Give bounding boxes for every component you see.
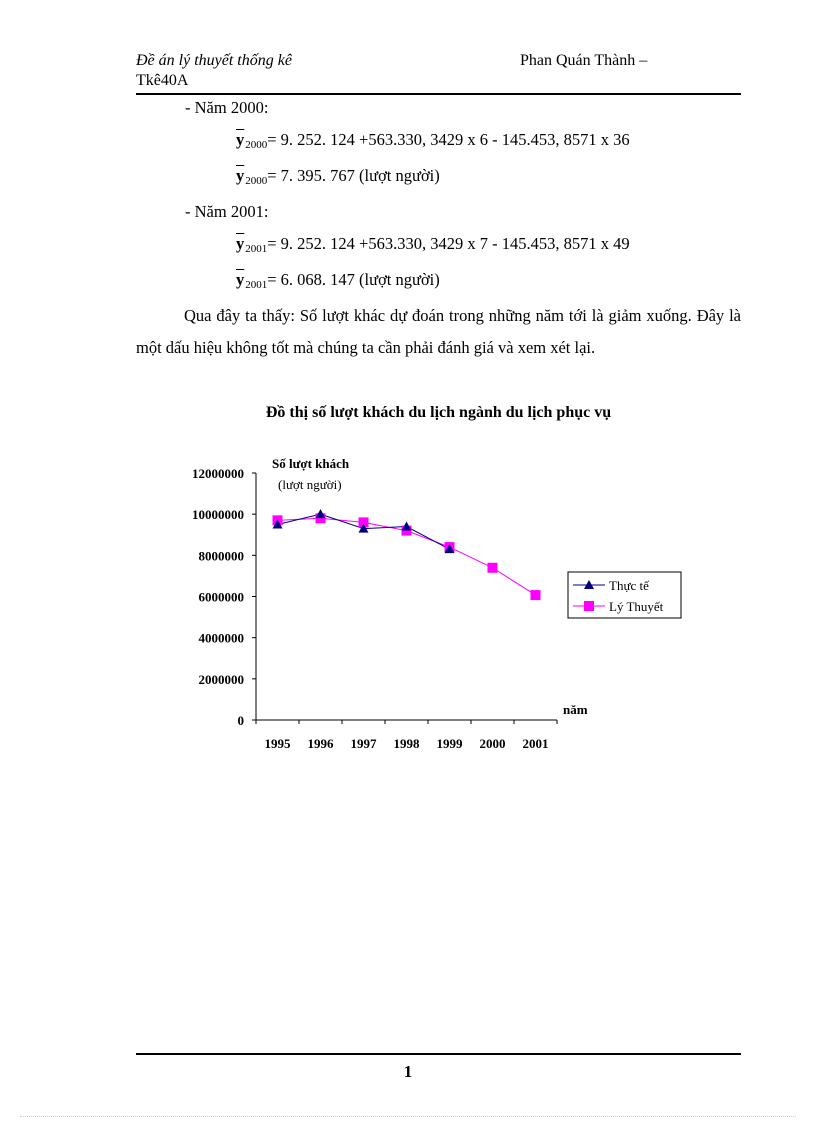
header-author: Phan Quán Thành –: [520, 52, 648, 69]
data-point: [531, 590, 541, 600]
y-axis-unit: (lượt người): [278, 477, 342, 492]
y-tick-label: 10000000: [192, 507, 244, 523]
x-tick-label: 2001: [522, 736, 549, 751]
legend-marker: [584, 601, 594, 611]
chart-series: [273, 509, 541, 600]
year-2000-label: - Năm 2000:: [185, 98, 269, 117]
page-number: 1: [403, 1062, 413, 1081]
x-tick-label: 1997: [350, 736, 377, 751]
legend-label: Lý Thuyết: [609, 599, 664, 614]
y-tick-label: 8000000: [198, 548, 244, 564]
x-tick-label: 1995: [264, 736, 291, 751]
x-tick-label: 1996: [307, 736, 334, 751]
year-subscript: 2001: [245, 243, 268, 255]
year-subscript: 2000: [245, 175, 268, 187]
bottom-dotted-line: [20, 1116, 796, 1117]
year-2001-formula: = 9. 252. 124 +563.330, 3429 x 7 - 145.453, 8571 x 49: [267, 234, 630, 253]
chart-legend: [568, 572, 681, 618]
x-tick-label: 1998: [393, 736, 420, 751]
chart-axes: [252, 456, 588, 724]
year-2000-result: = 7. 395. 767 (lượt người): [267, 166, 440, 185]
year-subscript: 2001: [245, 279, 268, 291]
x-tick-label: 1999: [436, 736, 463, 751]
x-tick-label: 2000: [479, 736, 506, 751]
y-tick-label: 0: [237, 713, 244, 728]
footer-rule: [136, 1053, 741, 1055]
y-tick-label: 12000000: [192, 466, 244, 481]
y-tick-label: 4000000: [198, 630, 244, 646]
x-tick-labels: [265, 736, 549, 751]
y-bar-symbol: $\overline{y}$: [236, 130, 245, 149]
header-title: Đề án lý thuyết thống kê: [136, 52, 292, 69]
y-tick-label: 2000000: [198, 671, 244, 687]
conclusion-text: Qua đây ta thấy: Số lượt khác dự đoán trong những năm tới là giảm xuống. Đây là một dấu hiệu không tốt mà chúng ta cần phải đánh giá và xem xét lại.: [136, 306, 741, 357]
year-subscript: 2000: [245, 139, 268, 151]
chart-caption: Đồ thị số lượt khách du lịch ngành du lịch phục vụ: [265, 404, 612, 421]
data-point: [488, 563, 498, 573]
year-2000-formula: = 9. 252. 124 +563.330, 3429 x 6 - 145.453, 8571 x 36: [267, 130, 630, 149]
year-2001-result: = 6. 068. 147 (lượt người): [267, 270, 440, 289]
y-bar-symbol: $\overline{y}$: [236, 166, 245, 185]
header-class-code: Tkê40A: [136, 72, 189, 89]
year-2001-label: - Năm 2001:: [185, 202, 269, 221]
x-axis-title: năm: [563, 702, 588, 717]
y-bar-symbol: $\overline{y}$: [236, 234, 245, 253]
y-tick-label: 6000000: [198, 589, 244, 605]
y-bar-symbol: $\overline{y}$: [236, 270, 245, 289]
legend-label: Thực tế: [609, 578, 649, 593]
y-axis-title: Số lượt khách: [272, 456, 350, 471]
y-tick-labels: [192, 466, 244, 728]
